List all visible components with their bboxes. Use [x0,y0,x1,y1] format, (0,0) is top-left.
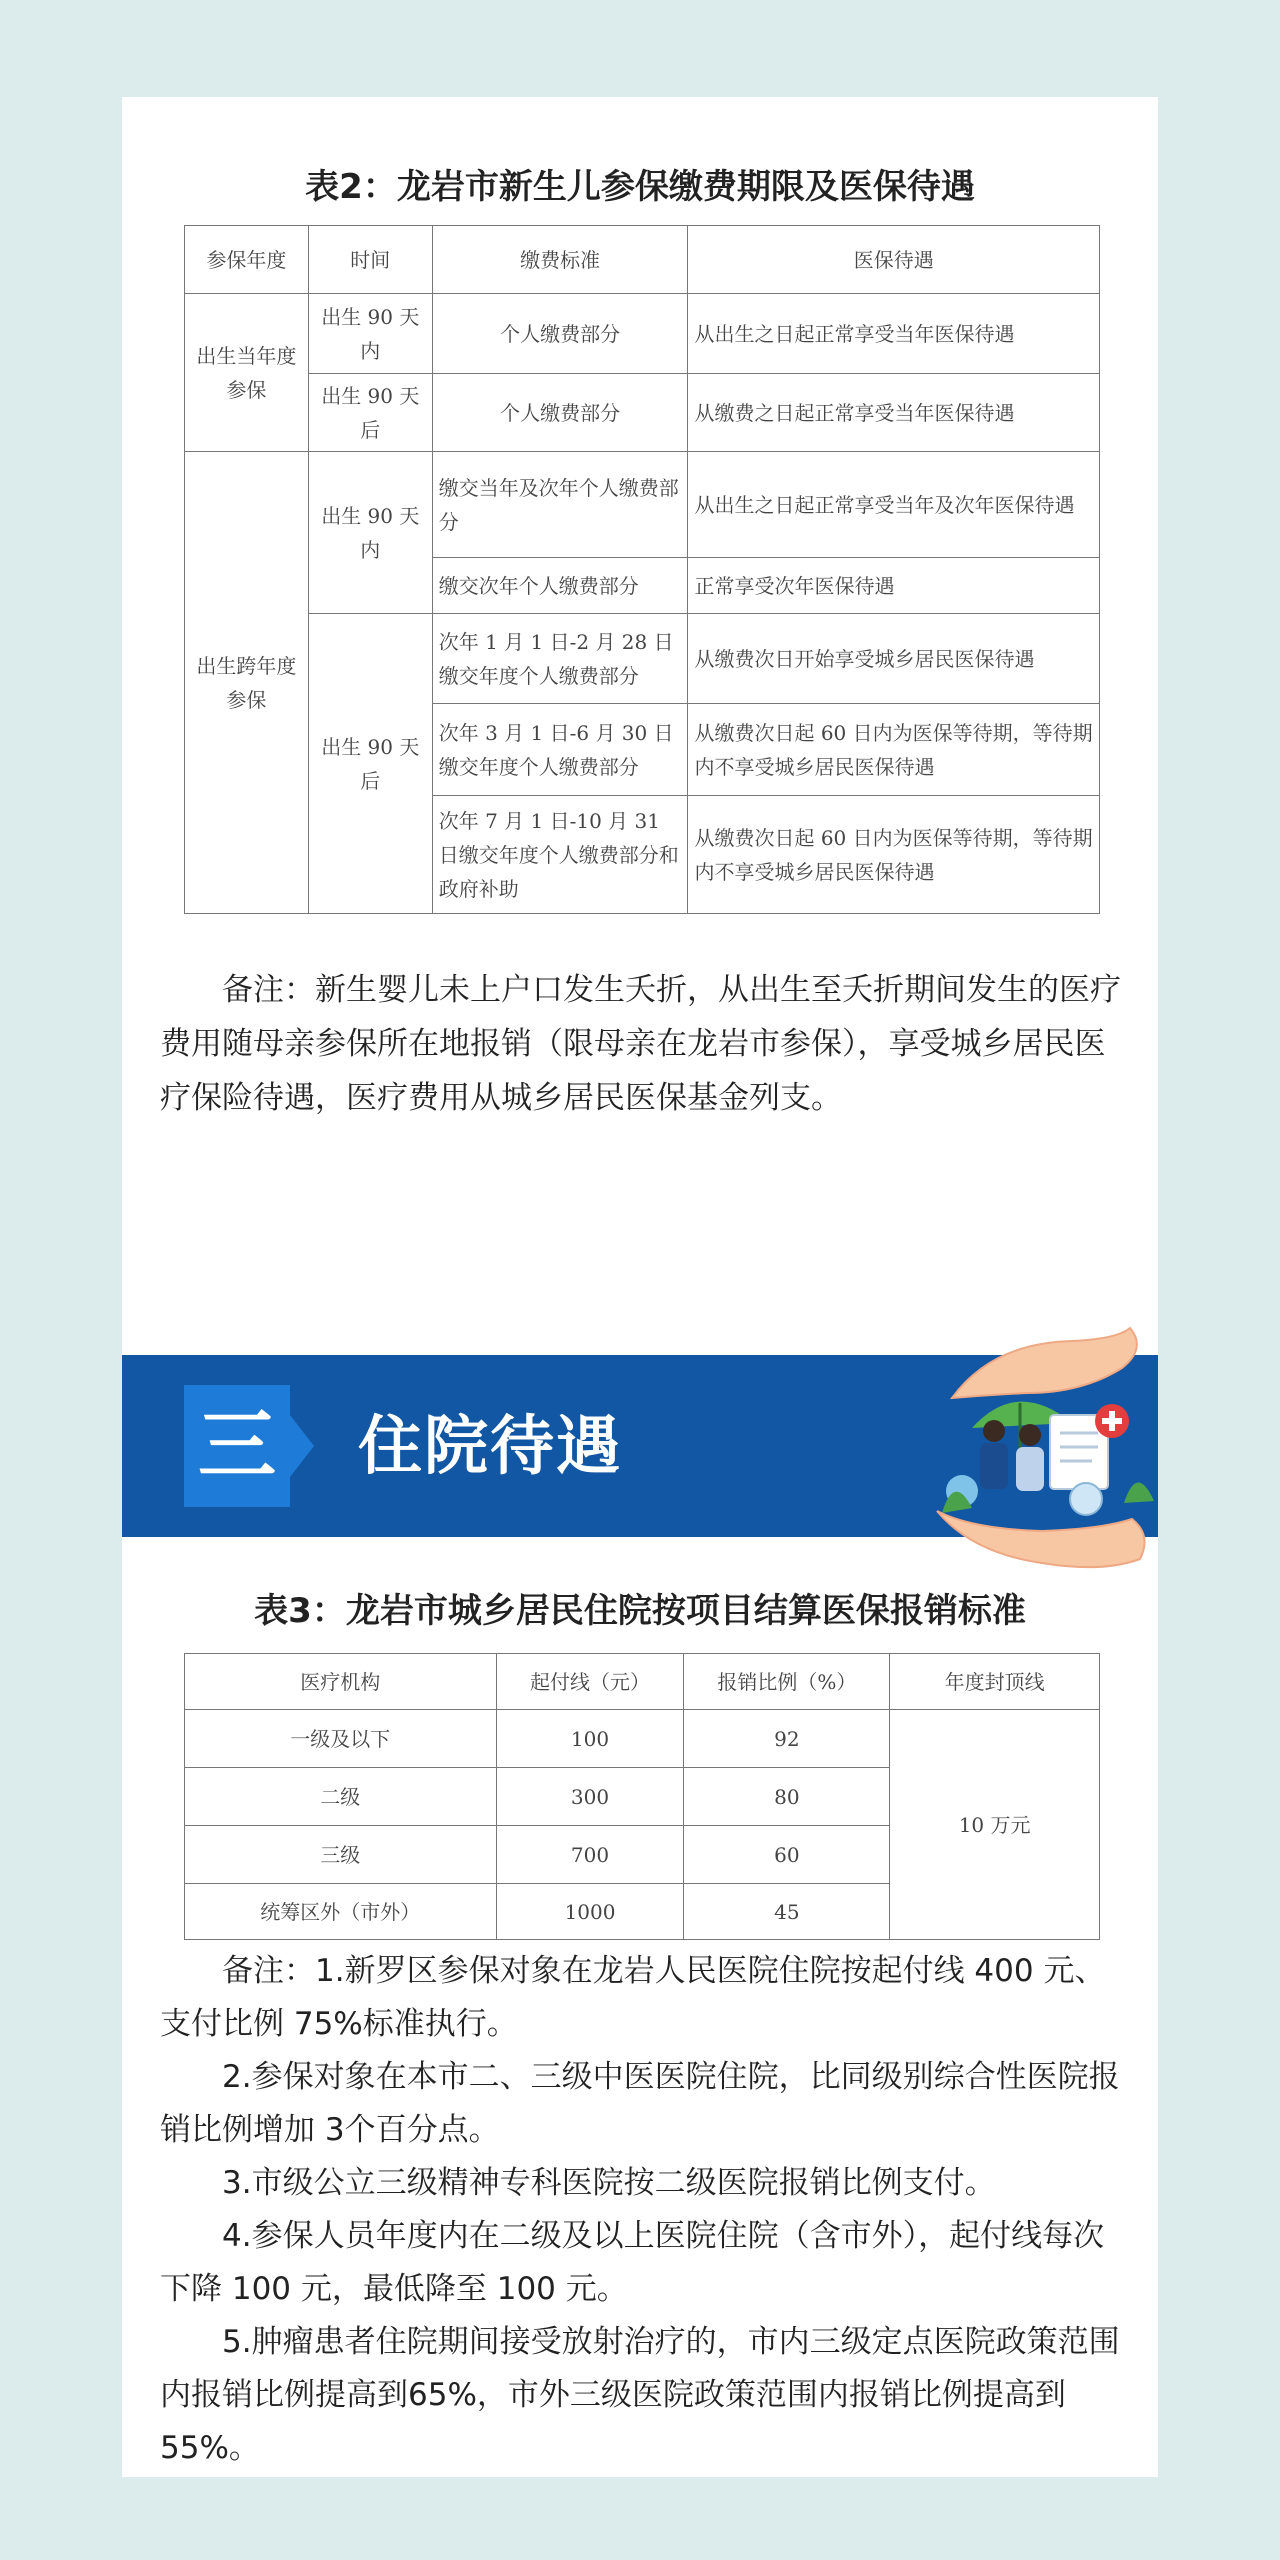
note-1 [160,963,1124,1125]
table2-title: 表2：龙岩市新生儿参保缴费期限及医保待遇 [305,167,975,207]
note-2-item-4: 4.参保人员年度内在二级及以上医院住院（含市外），起付线每次下降 100 元，最低降至 100 元。 [160,2218,1105,2307]
table2-cell-benefit: 正常享受次年医保待遇 [688,558,1100,614]
table2-cell-benefit: 从缴费次日开始享受城乡居民医保待遇 [688,614,1100,704]
table2-cell-benefit: 从缴费次日起 60 日内为医保等待期，等待期内不享受城乡居民医保待遇 [688,704,1100,796]
table2-cell-benefit: 从缴费之日起正常享受当年医保待遇 [688,374,1100,452]
section-title: 住院待遇 [358,1410,622,1484]
table3-cell-ratio: 92 [684,1710,890,1768]
table3-cell-institution: 统筹区外（市外） [185,1884,497,1940]
table3-header-institution: 医疗机构 [185,1654,497,1710]
table3-cell-cap: 10 万元 [890,1710,1100,1940]
section-banner [122,1355,1158,1537]
table3-cell-deductible: 1000 [496,1884,684,1940]
section-number-arrow [290,1415,314,1477]
note-2-item-1: 备注：1.新罗区参保对象在龙岩人民医院住院按起付线 400 元、支付比例 75%标准执行。 [160,1953,1106,2042]
table3-cell-institution: 三级 [185,1826,497,1884]
table2-cell-benefit: 从出生之日起正常享受当年及次年医保待遇 [688,452,1100,558]
table2-cell-standard: 缴交次年个人缴费部分 [432,558,688,614]
table2-cell-time: 出生 90 天后 [308,374,432,452]
table-row [185,452,1100,558]
table2-group2-year: 出生跨年度参保 [185,452,309,914]
note-1-text: 备注：新生婴儿未上户口发生夭折，从出生至夭折期间发生的医疗费用随母亲参保所在地报销（限母亲在龙岩市参保），享受城乡居民医疗保险待遇，医疗费用从城乡居民医保基金列支。 [160,972,1121,1116]
table2-cell-standard: 次年 3 月 1 日-6 月 30 日缴交年度个人缴费部分 [432,704,688,796]
content-card [122,97,1158,2477]
table2-cell-time: 出生 90 天后 [308,614,432,914]
table-row [185,374,1100,452]
table3-cell-ratio: 60 [684,1826,890,1884]
table3-cell-institution: 一级及以下 [185,1710,497,1768]
table2-cell-time: 出生 90 天内 [308,294,432,374]
note-2 [160,1945,1124,2475]
table3 [184,1653,1100,1940]
table3-cell-ratio: 45 [684,1884,890,1940]
table2-cell-standard: 次年 7 月 1 日-10 月 31 日缴交年度个人缴费部分和政府补助 [432,796,688,914]
table2-header-benefit: 医保待遇 [688,226,1100,294]
table3-cell-deductible: 300 [496,1768,684,1826]
table3-title: 表3：龙岩市城乡居民住院按项目结算医保报销标准 [254,1591,1026,1631]
table-row [185,294,1100,374]
note-2-item-2: 2.参保对象在本市二、三级中医医院住院，比同级别综合性医院报销比例增加 3个百分点。 [160,2059,1120,2148]
table3-header-cap: 年度封顶线 [890,1654,1100,1710]
table-row [185,1710,1100,1768]
table2-cell-standard: 次年 1 月 1 日-2 月 28 日缴交年度个人缴费部分 [432,614,688,704]
table2-header-year: 参保年度 [185,226,309,294]
table3-header-ratio: 报销比例（%） [684,1654,890,1710]
table3-cell-deductible: 100 [496,1710,684,1768]
table2-cell-standard: 个人缴费部分 [432,374,688,452]
insurance-illustration-icon [932,1323,1172,1573]
table-row [185,614,1100,704]
table3-cell-ratio: 80 [684,1768,890,1826]
table2-cell-time: 出生 90 天内 [308,452,432,614]
table3-cell-deductible: 700 [496,1826,684,1884]
table3-cell-institution: 二级 [185,1768,497,1826]
table2-cell-benefit: 从缴费次日起 60 日内为医保等待期，等待期内不享受城乡居民医保待遇 [688,796,1100,914]
table3-header-deductible: 起付线（元） [496,1654,684,1710]
table2 [184,225,1100,914]
note-2-item-3: 3.市级公立三级精神专科医院按二级医院报销比例支付。 [222,2165,996,2201]
table2-header-standard: 缴费标准 [432,226,688,294]
note-2-item-5: 5.肿瘤患者住院期间接受放射治疗的，市内三级定点医院政策范围内报销比例提高到65%，市外三级医院政策范围内报销比例提高到55%。 [160,2324,1120,2466]
table2-cell-benefit: 从出生之日起正常享受当年医保待遇 [688,294,1100,374]
section-number: 三 [197,1401,276,1491]
table2-header-time: 时间 [308,226,432,294]
table2-cell-standard: 缴交当年及次年个人缴费部分 [432,452,688,558]
table2-cell-standard: 个人缴费部分 [432,294,688,374]
table2-group1-year: 出生当年度参保 [185,294,309,452]
